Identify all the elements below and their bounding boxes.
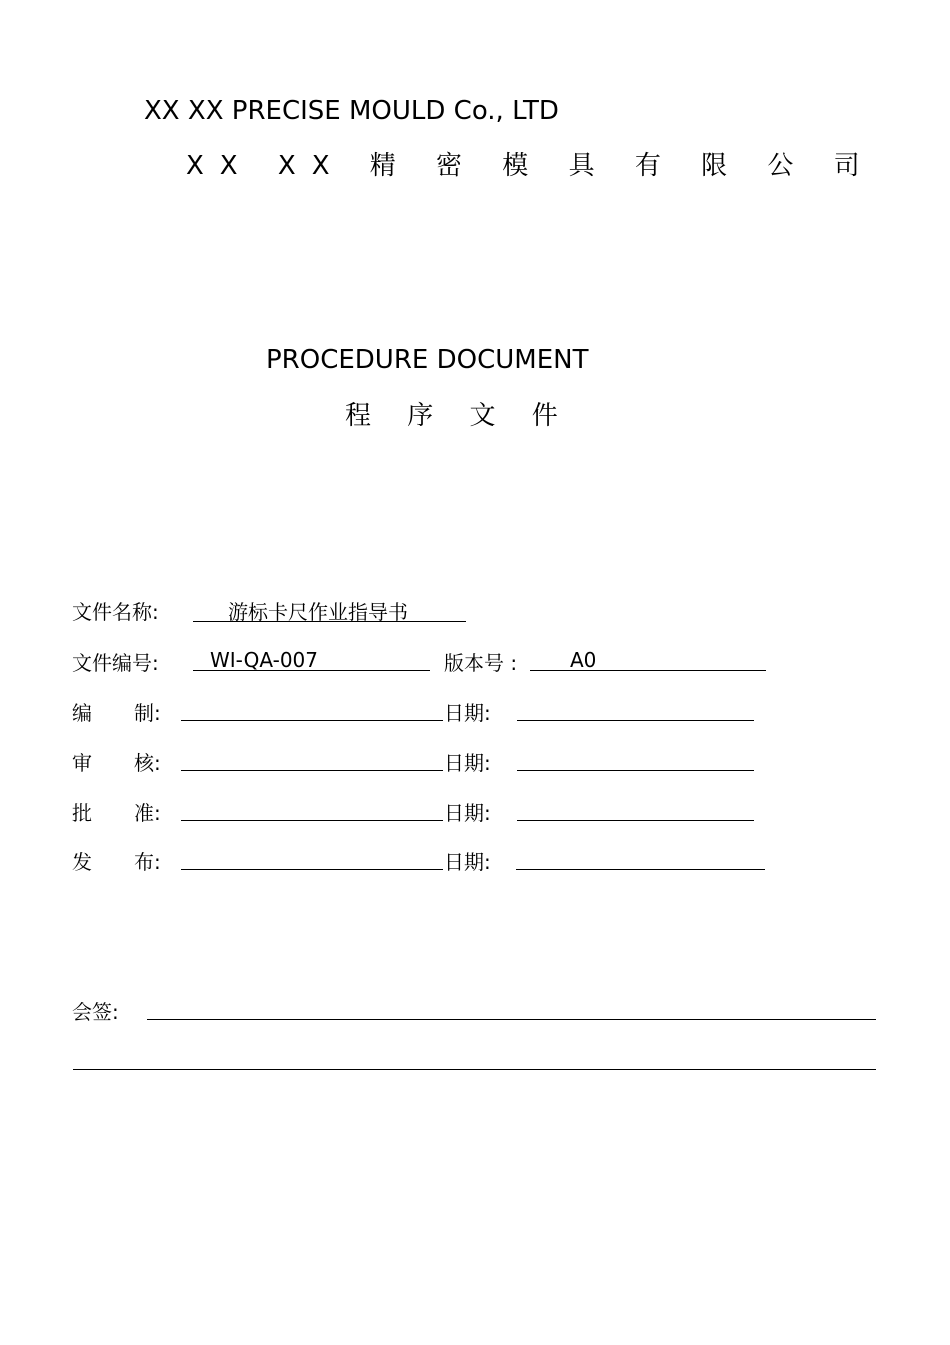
countersign-underline-1 <box>147 1019 876 1020</box>
issued-label: 发 布: <box>72 850 161 874</box>
doc-name-label: 文件名称: <box>72 600 159 624</box>
issued-date-underline <box>516 869 765 870</box>
document-title-cn: 程 序 文 件 <box>345 401 572 431</box>
company-name-en: XX XX PRECISE MOULD Co., LTD <box>144 96 559 126</box>
doc-name-value: 游标卡尺作业指导书 <box>228 600 408 624</box>
approved-date-underline <box>517 820 754 821</box>
reviewed-date-underline <box>517 770 754 771</box>
countersign-label: 会签: <box>72 1000 119 1024</box>
doc-no-label: 文件编号: <box>72 651 159 675</box>
reviewed-underline <box>181 770 443 771</box>
prepared-underline <box>181 720 443 721</box>
approved-date-label: 日期: <box>444 801 491 825</box>
doc-no-underline <box>193 670 430 671</box>
issued-underline <box>181 869 443 870</box>
version-label: 版本号 : <box>444 651 518 675</box>
prepared-date-label: 日期: <box>444 701 491 725</box>
countersign-underline-2 <box>73 1069 876 1070</box>
reviewed-label: 审 核: <box>72 751 161 775</box>
company-name-cn: XX XX 精 密 模 具 有 限 公 司 <box>186 151 876 181</box>
reviewed-date-label: 日期: <box>444 751 491 775</box>
version-underline <box>530 670 766 671</box>
prepared-label: 编 制: <box>72 701 161 725</box>
version-value: A0 <box>570 648 597 672</box>
document-title-en: PROCEDURE DOCUMENT <box>266 345 589 375</box>
prepared-date-underline <box>517 720 754 721</box>
issued-date-label: 日期: <box>444 850 491 874</box>
doc-no-value: WI-QA-007 <box>210 648 318 672</box>
approved-underline <box>181 820 443 821</box>
doc-name-underline <box>193 621 466 622</box>
approved-label: 批 准: <box>72 801 161 825</box>
